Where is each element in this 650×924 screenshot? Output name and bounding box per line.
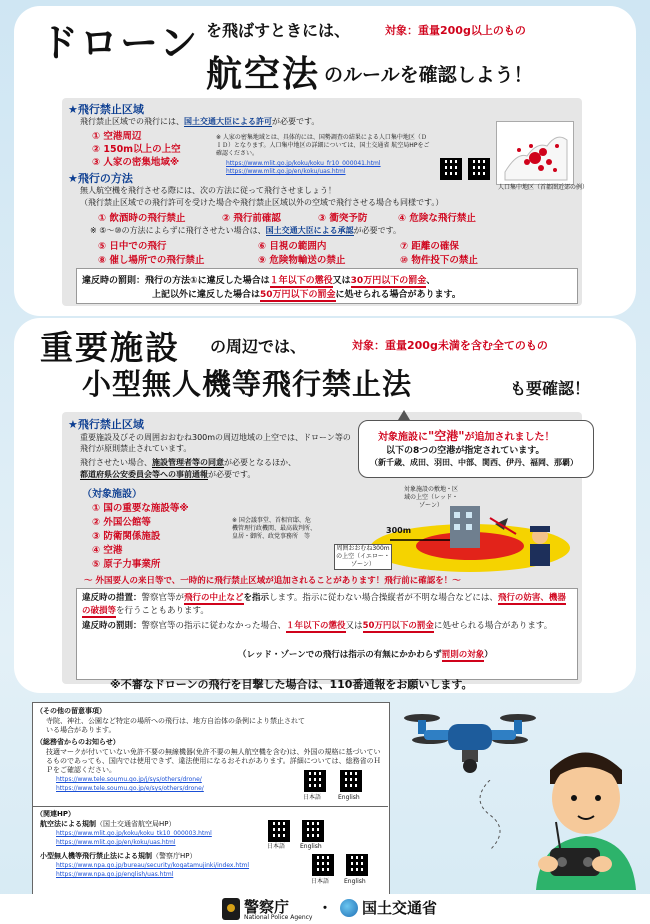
facility-5: ⑤ 原子力事業所 (92, 559, 161, 570)
qr-label-aviation-ja: 日本語 (267, 843, 286, 850)
drone-illustration (400, 700, 540, 790)
headline-also-check: も要確認！ (510, 379, 591, 398)
did-note: ※ 人家の密集地域とは、具体的には、国勢調査の結果による人口集中地区（ＤＩＤ）となります。人口集中地区の詳細については、国土交通省 航空局HPをご確認ください。 (216, 134, 430, 157)
related-npa-link-en[interactable]: https://www.npa.go.jp/english/uas.html (56, 871, 174, 878)
method-6: ⑥ 目視の範囲内 (258, 241, 327, 252)
headline-key-facilities: 重要施設 (40, 328, 180, 367)
flight-method-sub: （飛行禁止区域での飛行許可を受けた場合や飛行禁止区域以外の空域で飛行させる場合も同様です。） (80, 198, 444, 207)
no-fly-item-dense-area: ③ 人家の密集地域※ (92, 157, 180, 168)
zone-label-red: 対象施設の敷地・区域の上空（レッド・ゾーン） (403, 486, 458, 509)
did-link-en[interactable]: https://www.mlit.go.jp/en/koku/uas.html (226, 168, 346, 175)
footer-separator: ・ (318, 901, 332, 917)
other-notes-text: 寺院、神社、公園など特定の場所への飛行は、地方自治体の条例により禁止されている場合があります。 (46, 717, 305, 734)
zone-label-300m: 300m (386, 526, 412, 535)
zone-label-yellow: 周囲おおむね300mの上空（イエロー・ゾーン） (334, 544, 392, 570)
method-4: ④ 危険な飛行禁止 (398, 213, 476, 224)
did-link-ja[interactable]: https://www.mlit.go.jp/koku/koku_fr10_000041.html (226, 160, 381, 167)
qr-label-npa-en: English (344, 878, 366, 885)
report-110-notice: ※不審なドローンの飛行を目撃した場合は、110番通報をお願いします。 (110, 678, 473, 691)
police-officer-body (530, 544, 550, 566)
related-npa-link-ja[interactable]: https://www.npa.go.jp/bureau/security/kogatamujinki/index.html (56, 862, 250, 869)
method-3: ③ 衝突予防 (318, 213, 368, 224)
facilities-title: （対象施設） (82, 489, 142, 500)
headline-small-uas-law: 小型無人機等飛行禁止法 (82, 367, 413, 401)
uas-measures-text: 違反時の措置：警察官等が飛行の中止などを指示します。指示に従わない場合操縦者が不明な場合などには、飛行の妨害、機器の破損等を行うこともあります。 (82, 593, 566, 616)
aviation-penalty-line2: 上記以外に違反した場合は50万円以下の罰金に処せられる場合があります。 (152, 290, 461, 300)
mlit-name: 国土交通省 (362, 899, 438, 917)
qr-code-aviation-en[interactable] (302, 820, 324, 842)
drone-flight-path (460, 780, 520, 850)
uas-no-fly-title: ★飛行禁止区域 (68, 418, 144, 431)
drone-svg (400, 700, 540, 790)
qr-code-npa-en[interactable] (346, 854, 368, 876)
headline-aviation-law: 航空法 (206, 54, 321, 95)
facility-3: ③ 防衛関係施設 (92, 531, 161, 542)
headline-key-facilities-suffix: の周辺では、 (210, 337, 307, 356)
facility-2: ② 外国公館等 (92, 517, 151, 528)
facility-4: ④ 空港 (92, 545, 123, 556)
aviation-penalty-line1: 違反時の罰則：飛行の方法①に違反した場合は１年以下の懲役又は30万円以下の罰金、 (82, 276, 436, 286)
related-aviation-link-en[interactable]: https://www.mlit.go.jp/en/koku/uas.html (56, 839, 176, 846)
info-divider (32, 806, 388, 807)
headline-drone-suffix: を飛ばすときには、 (206, 21, 351, 40)
uas-no-fly-p1: 重要施設及びその周囲おおむね300mの周辺地域の上空では、ドローン等の飛行が原則禁止されています。 (80, 433, 351, 453)
uas-no-fly-p2: 飛行させたい場合、施設管理者等の同意が必要となるほか、 (80, 458, 296, 467)
did-map-svg (497, 122, 573, 184)
qr-code-did-en[interactable] (468, 158, 490, 180)
npa-emblem-icon (222, 898, 240, 920)
uas-no-fly-p3: 都道府県公安委員会等への事前通報が必要です。 (80, 470, 256, 479)
qr-label-mic-ja: 日本語 (303, 794, 322, 801)
bubble-line1: 対象施設に"空港"が追加されました！ (378, 429, 555, 443)
method-7: ⑦ 距離の確保 (400, 241, 459, 252)
related-aviation-heading: 航空法による規制（国土交通省航空局HP） (40, 820, 176, 828)
qr-label-npa-ja: 日本語 (311, 878, 330, 885)
qr-code-aviation-ja[interactable] (268, 820, 290, 842)
qr-code-mic-ja[interactable] (304, 770, 326, 792)
mic-notice-text: 技適マークが付いていない免許不要の無線機器(免許不要の無人航空機を含む)は、外国の規格に基づいているものであっても、国内では使用できず、違法使用になるおそれがあります。詳細については、総務省のＨＰをご確認ください。 (46, 748, 381, 774)
facilities-note: ※ 国会議事堂、首相官邸、危機管理行政機関、最高裁判所、皇居・御所、政党事務所 等 (232, 517, 317, 540)
method-2: ② 飛行前確認 (222, 213, 281, 224)
bubble-line2: 以下の8つの空港が指定されています。 (386, 446, 545, 456)
bubble-line3: （新千歳、成田、羽田、中部、関西、伊丹、福岡、那覇） (370, 458, 578, 467)
no-fly-item-altitude: ② 150m以上の上空 (92, 144, 181, 155)
mic-link-ja[interactable]: https://www.tele.soumu.go.jp/j/sys/others/drone/ (56, 776, 202, 783)
mic-notice-title: （総務省からのお知らせ） (36, 738, 120, 746)
headline-drone: ドローン (40, 21, 200, 65)
approval-note: ※ ⑤～⑩の方法によらずに飛行させたい場合は、国土交通大臣による承認が必要です。 (90, 226, 401, 235)
mlit-logo-icon (340, 899, 358, 917)
flight-method-intro: 無人航空機を飛行させる際には、次の方法に従って飛行させましょう！ (80, 186, 336, 195)
qr-code-npa-ja[interactable] (312, 854, 334, 876)
method-1: ① 飲酒時の飛行禁止 (98, 213, 186, 224)
no-fly-item-airport: ① 空港周辺 (92, 131, 142, 142)
method-8: ⑧ 催し場所での飛行禁止 (98, 255, 205, 266)
target-weight-label: 対象：重量200g以上のもの (385, 24, 526, 37)
related-npa-heading: 小型無人機等飛行禁止法による規制（警察庁HP） (40, 852, 197, 860)
no-fly-zone-intro: 飛行禁止区域での飛行には、国土交通大臣による許可が必要です。 (80, 117, 320, 126)
did-map-image (496, 121, 574, 185)
related-hp-title: （関連HP） (36, 810, 75, 818)
operator-svg (530, 740, 640, 890)
target-all-weight-label: 対象：重量200g未満を含む全てのもの (352, 339, 548, 352)
npa-name-en: National Police Agency (244, 914, 313, 921)
qr-label-aviation-en: English (300, 843, 322, 850)
no-fly-zone-title: ★飛行禁止区域 (68, 103, 144, 116)
flight-path-svg (460, 780, 520, 850)
headline-check-rules: のルールを確認しよう！ (324, 64, 533, 86)
temporary-zone-warning: ～ 外国要人の来日等で、一時的に飛行禁止区域が追加されることがあります！飛行前に確認を！～ (84, 576, 461, 586)
npa-name: 警察庁 (244, 898, 290, 916)
red-zone-penalty-note: （レッド・ゾーンでの飛行は指示の有無にかかわらず罰則の対象） (238, 650, 493, 660)
flight-method-title: ★飛行の方法 (68, 172, 133, 185)
method-10: ⑩ 物件投下の禁止 (400, 255, 478, 266)
qr-code-did-ja[interactable] (440, 158, 462, 180)
mic-link-en[interactable]: https://www.tele.soumu.go.jp/e/sys/others/drone/ (56, 785, 204, 792)
qr-code-mic-en[interactable] (340, 770, 362, 792)
related-aviation-link-ja[interactable]: https://www.mlit.go.jp/koku/koku_tk10_000003.html (56, 830, 212, 837)
method-9: ⑨ 危険物輸送の禁止 (258, 255, 346, 266)
qr-label-mic-en: English (338, 794, 360, 801)
operator-illustration (530, 740, 640, 890)
other-notes-title: （その他の留意事項） (36, 707, 106, 715)
uas-penalty-text: 違反時の罰則：警察官等の指示に従わなかった場合、１年以下の懲役又は50万円以下の罰金に処せられる場合があります。 (82, 621, 553, 631)
bubble-tail (398, 410, 410, 420)
method-5: ⑤ 日中での飛行 (98, 241, 167, 252)
did-map-caption: 人口集中地区（首都圏近郊の例） (498, 184, 589, 191)
facility-1: ① 国の重要な施設等※ (92, 503, 189, 514)
